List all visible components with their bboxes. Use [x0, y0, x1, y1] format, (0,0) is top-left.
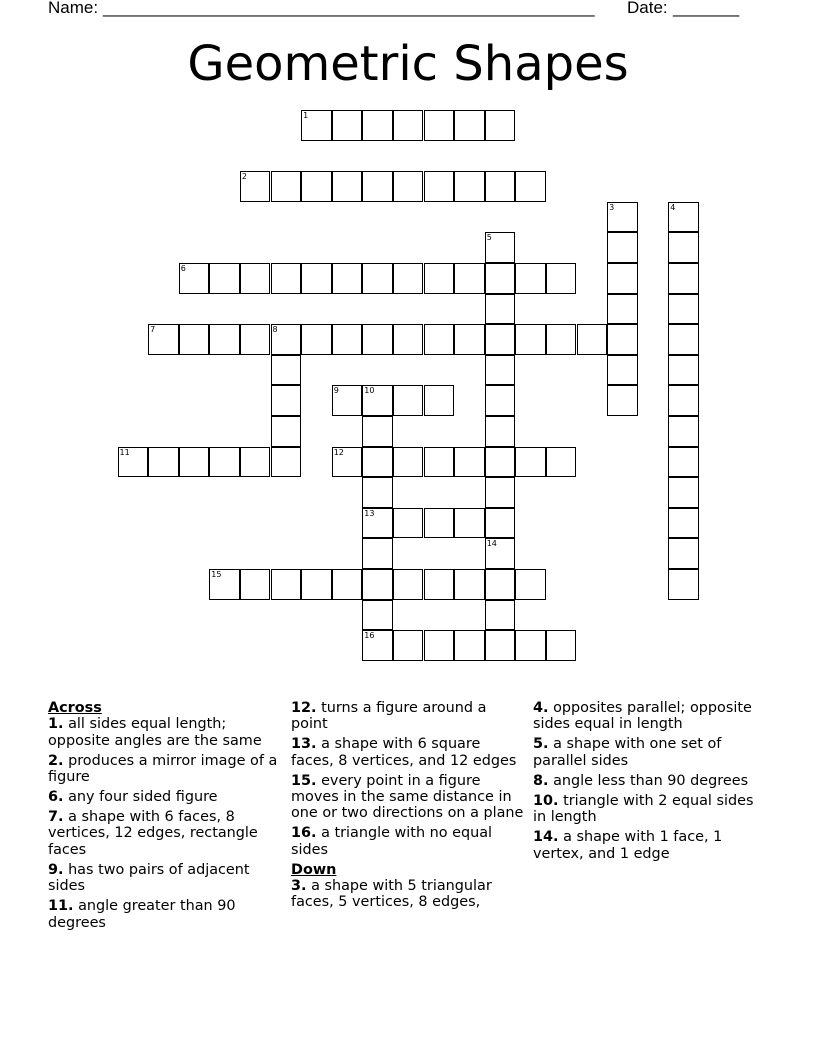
clue-number: 15 — [211, 570, 222, 579]
grid-cell[interactable] — [271, 355, 302, 386]
grid-cell[interactable] — [668, 232, 699, 263]
clue-across-12: 12. turns a figure around a point — [291, 700, 487, 733]
grid-cell[interactable] — [485, 508, 516, 539]
clue-across-11: 11. angle greater than 90 degrees — [48, 898, 236, 931]
grid-cell[interactable] — [301, 171, 332, 202]
grid-cell[interactable] — [332, 263, 363, 294]
clue-number: 2 — [241, 172, 247, 182]
grid-cell[interactable] — [607, 385, 638, 416]
grid-cell[interactable] — [362, 324, 393, 355]
across-heading: Across — [48, 700, 102, 716]
grid-cell[interactable] — [485, 110, 516, 141]
clue-across-2: 2. produces a mirror image of a figure — [48, 752, 278, 785]
clue-down-14: 14. a shape with 1 face, 1 vertex, and 1 edge — [533, 829, 723, 862]
grid-cell[interactable] — [515, 263, 546, 294]
grid-cell[interactable] — [515, 630, 546, 661]
clue-down-5: 5. a shape with one set of parallel sides — [533, 736, 722, 769]
grid-cell[interactable] — [271, 416, 302, 447]
grid-cell[interactable] — [485, 324, 516, 355]
grid-cell[interactable] — [515, 569, 546, 600]
grid-cell[interactable] — [393, 447, 424, 478]
grid-cell[interactable] — [362, 538, 393, 569]
grid-cell[interactable] — [485, 630, 516, 661]
grid-cell[interactable] — [668, 569, 699, 600]
grid-cell[interactable] — [332, 569, 363, 600]
grid-cell[interactable] — [546, 630, 577, 661]
grid-cell[interactable] — [454, 508, 485, 539]
grid-cell[interactable] — [668, 416, 699, 447]
clue-number: 1 — [303, 111, 309, 120]
grid-cell[interactable] — [362, 569, 393, 600]
grid-cell[interactable] — [271, 171, 302, 202]
clue-number: 9 — [333, 386, 339, 396]
clues-column-3 — [533, 700, 768, 866]
grid-cell[interactable] — [362, 416, 393, 447]
grid-cell[interactable] — [668, 508, 699, 539]
name-label: Name: — [48, 0, 99, 17]
grid-cell[interactable] — [485, 232, 516, 263]
grid-cell[interactable] — [454, 263, 485, 294]
grid-cell[interactable] — [209, 324, 240, 355]
clue-number: 13 — [364, 508, 375, 518]
clue-number: 4 — [670, 202, 676, 212]
grid-cell[interactable] — [362, 477, 393, 508]
grid-cell[interactable] — [454, 110, 485, 141]
grid-cell[interactable] — [668, 294, 699, 325]
grid-cell[interactable] — [271, 263, 302, 294]
grid-cell[interactable] — [332, 324, 363, 355]
clue-down-10: 10. triangle with 2 equal sides in length — [533, 792, 754, 826]
grid-cell[interactable] — [301, 263, 332, 294]
grid-cell[interactable] — [393, 263, 424, 294]
grid-cell[interactable] — [209, 569, 240, 600]
clue-across-9: 9. has two pairs of adjacent sides — [48, 861, 250, 895]
clue-down-8: 8. angle less than 90 degrees — [533, 772, 749, 789]
grid-cell[interactable] — [179, 324, 210, 355]
clue-number: 16 — [364, 631, 375, 641]
grid-cell[interactable] — [485, 355, 516, 386]
clue-number: 14 — [486, 539, 497, 549]
grid-cell[interactable] — [668, 538, 699, 569]
grid-cell[interactable] — [271, 385, 302, 416]
grid-cell[interactable] — [240, 447, 271, 478]
grid-cell[interactable] — [179, 263, 210, 294]
grid-cell[interactable] — [393, 324, 424, 355]
clues-column-2 — [291, 700, 525, 915]
grid-cell[interactable] — [424, 385, 455, 416]
grid-cell[interactable] — [546, 447, 577, 478]
clue-number: 12 — [333, 447, 344, 457]
grid-cell[interactable] — [668, 385, 699, 416]
grid-cell[interactable] — [424, 324, 455, 355]
grid-cell[interactable] — [301, 569, 332, 600]
grid-cell[interactable] — [424, 110, 455, 141]
date-label: Date: — [627, 0, 668, 17]
clue-number: 5 — [486, 233, 492, 243]
grid-cell[interactable] — [424, 630, 455, 661]
clue-across-13: 13. a shape with 6 square faces, 8 vertices, and 12 edges — [291, 736, 517, 769]
grid-cell[interactable] — [668, 324, 699, 355]
grid-cell[interactable] — [271, 447, 302, 478]
grid-cell[interactable] — [454, 630, 485, 661]
grid-cell[interactable] — [332, 110, 363, 141]
down-heading: Down — [291, 861, 337, 878]
grid-cell[interactable] — [362, 630, 393, 661]
grid-cell[interactable] — [424, 171, 455, 202]
grid-cell[interactable] — [240, 324, 271, 355]
grid-cell[interactable] — [393, 385, 424, 416]
grid-cell[interactable] — [485, 416, 516, 447]
grid-cell[interactable] — [485, 600, 516, 631]
grid-cell[interactable] — [454, 171, 485, 202]
grid-cell[interactable] — [668, 263, 699, 294]
grid-cell[interactable] — [393, 110, 424, 141]
clue-number: 3 — [609, 202, 615, 212]
grid-cell[interactable] — [546, 324, 577, 355]
grid-cell[interactable] — [424, 569, 455, 600]
grid-cell[interactable] — [362, 110, 393, 141]
grid-cell[interactable] — [148, 447, 179, 478]
grid-cell[interactable] — [332, 447, 363, 478]
grid-cell[interactable] — [362, 447, 393, 478]
grid-cell[interactable] — [362, 600, 393, 631]
grid-cell[interactable] — [607, 263, 638, 294]
grid-cell[interactable] — [148, 324, 179, 355]
grid-cell[interactable] — [332, 385, 363, 416]
grid-cell[interactable] — [668, 447, 699, 478]
clue-number: 8 — [272, 325, 278, 335]
clue-number: 7 — [150, 325, 156, 335]
grid-cell[interactable] — [607, 232, 638, 263]
grid-cell[interactable] — [240, 569, 271, 600]
grid-cell[interactable] — [607, 324, 638, 355]
grid-cell[interactable] — [485, 294, 516, 325]
grid-cell[interactable] — [393, 630, 424, 661]
clue-across-15: 15. every point in a figure moves in the same distance in one or two directions on a plane — [291, 772, 524, 822]
grid-cell[interactable] — [607, 294, 638, 325]
grid-cell[interactable] — [515, 324, 546, 355]
grid-cell[interactable] — [485, 171, 516, 202]
grid-cell[interactable] — [546, 263, 577, 294]
grid-cell[interactable] — [271, 569, 302, 600]
grid-cell[interactable] — [332, 171, 363, 202]
grid-cell[interactable] — [485, 477, 516, 508]
grid-cell[interactable] — [179, 447, 210, 478]
grid-cell[interactable] — [209, 447, 240, 478]
clue-number: 6 — [180, 264, 186, 273]
grid-cell[interactable] — [454, 569, 485, 600]
grid-cell[interactable] — [301, 110, 332, 141]
grid-cell[interactable] — [668, 202, 699, 233]
grid-cell[interactable] — [454, 447, 485, 478]
grid-cell[interactable] — [362, 385, 393, 416]
grid-cell[interactable] — [393, 171, 424, 202]
name-blank[interactable]: ____________________________________________________ — [103, 0, 595, 17]
grid-cell[interactable] — [485, 385, 516, 416]
grid-cell[interactable] — [515, 447, 546, 478]
grid-cell[interactable] — [118, 447, 149, 478]
grid-cell[interactable] — [393, 508, 424, 539]
grid-cell[interactable] — [209, 263, 240, 294]
page-title: Geometric Shapes — [187, 36, 629, 92]
clue-number: 10 — [364, 386, 375, 396]
clue-number: 11 — [119, 447, 130, 457]
grid-cell[interactable] — [485, 569, 516, 600]
date-blank[interactable]: _______ — [673, 0, 740, 17]
grid-cell[interactable] — [607, 355, 638, 386]
grid-cell[interactable] — [362, 263, 393, 294]
clue-across-7: 7. a shape with 6 faces, 8 vertices, 12 edges, rectangle faces — [48, 809, 258, 858]
clue-down-3: 3. a shape with 5 triangular faces, 5 vertices, 8 edges, — [291, 878, 492, 911]
grid-cell[interactable] — [393, 569, 424, 600]
grid-cell[interactable] — [240, 263, 271, 294]
grid-cell[interactable] — [454, 324, 485, 355]
grid-cell[interactable] — [271, 324, 302, 355]
grid-cell[interactable] — [668, 477, 699, 508]
grid-cell[interactable] — [424, 263, 455, 294]
grid-cell[interactable] — [485, 447, 516, 478]
clue-across-6: 6. any four sided figure — [48, 789, 218, 806]
grid-cell[interactable] — [607, 202, 638, 233]
clue-across-1: 1. all sides equal length; opposite angles are the same — [48, 716, 262, 749]
grid-cell[interactable] — [515, 171, 546, 202]
grid-cell[interactable] — [485, 263, 516, 294]
grid-cell[interactable] — [301, 324, 332, 355]
grid-cell[interactable] — [424, 447, 455, 478]
grid-cell[interactable] — [485, 538, 516, 569]
clue-down-4: 4. opposites parallel; opposite sides equal in length — [533, 700, 752, 733]
grid-cell[interactable] — [668, 355, 699, 386]
grid-cell[interactable] — [240, 171, 271, 202]
grid-cell[interactable] — [362, 171, 393, 202]
grid-cell[interactable] — [577, 324, 608, 355]
clues-column-1 — [48, 700, 278, 935]
grid-cell[interactable] — [362, 508, 393, 539]
clue-across-16: 16. a triangle with no equal sides — [291, 825, 493, 858]
grid-cell[interactable] — [424, 508, 455, 539]
